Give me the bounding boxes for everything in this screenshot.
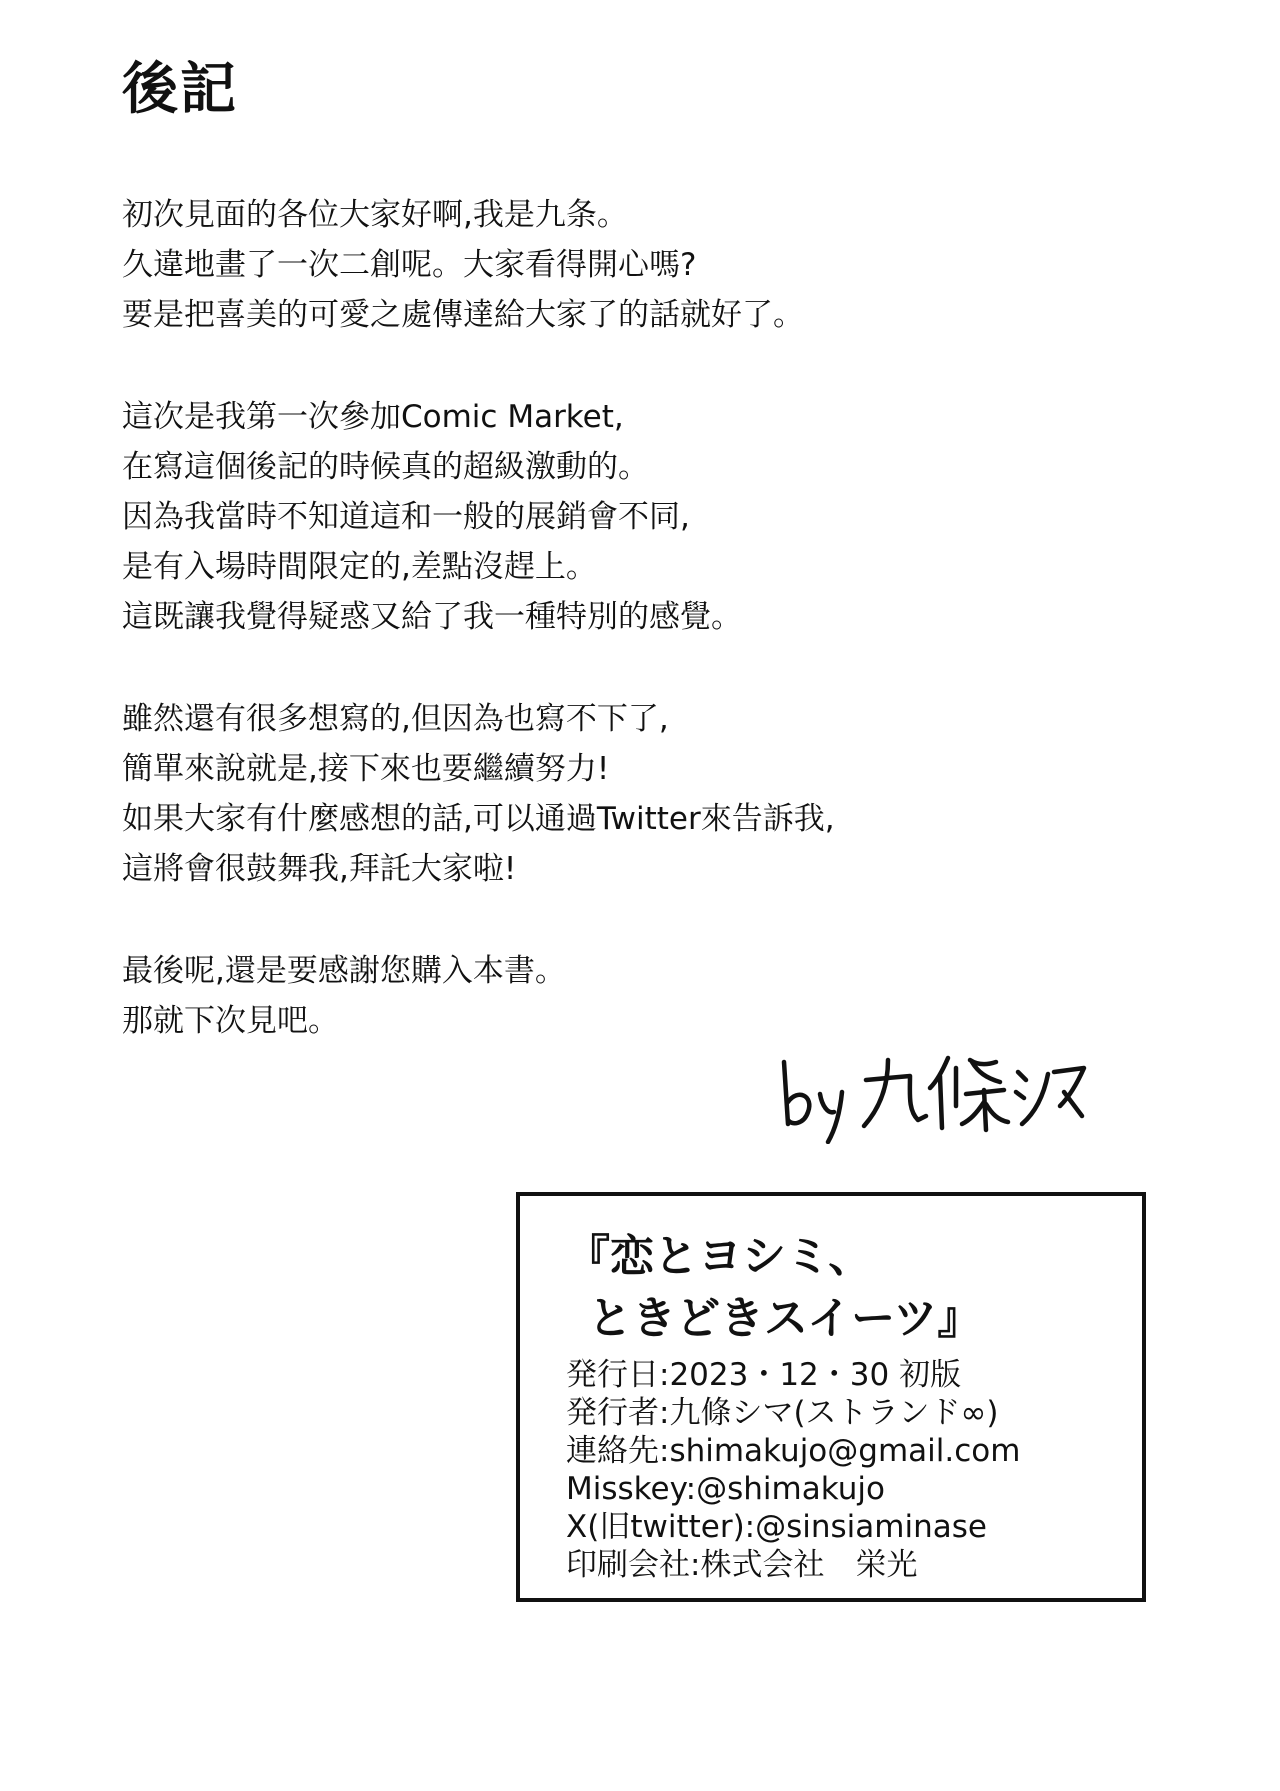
publication-date: 発行日:2023・12・30 初版 <box>566 1357 962 1393</box>
publisher: 発行者:九條シマ(ストランド∞) <box>566 1395 999 1431</box>
text-line: 最後呢,還是要感謝您購入本書。 <box>122 953 566 989</box>
colophon-box <box>516 1192 1146 1602</box>
text-line: 因為我當時不知道這和一般的展銷會不同, <box>122 499 690 535</box>
x-twitter-handle: X(旧twitter):@sinsiaminase <box>566 1509 987 1545</box>
book-title-line-2: ときどきスイーツ』 <box>588 1293 982 1344</box>
page-title: 後記 <box>122 57 238 122</box>
text-line: 如果大家有什麼感想的話,可以通過Twitter來告訴我, <box>122 801 835 837</box>
book-title-line-1: 『恋とヨシミ、 <box>566 1231 873 1282</box>
text-line: 在寫這個後記的時候真的超級激動的。 <box>122 449 649 485</box>
text-line: 這將會很鼓舞我,拜託大家啦! <box>122 851 517 887</box>
text-line: 這次是我第一次參加Comic Market, <box>122 399 624 435</box>
text-line: 那就下次見吧。 <box>122 1003 339 1039</box>
text-line: 簡單來說就是,接下來也要繼續努力! <box>122 751 610 787</box>
paragraph-comic-market <box>122 392 1022 642</box>
text-line: 是有入場時間限定的,差點沒趕上。 <box>122 549 597 585</box>
paragraph-greeting <box>122 190 1022 340</box>
contact-email: 連絡先:shimakujo@gmail.com <box>566 1433 1021 1469</box>
text-line: 久違地畫了一次二創呢。大家看得開心嗎? <box>122 247 697 283</box>
afterword-body <box>122 190 1022 1098</box>
paragraph-closing <box>122 946 1022 1046</box>
text-line: 雖然還有很多想寫的,但因為也寫不下了, <box>122 701 669 737</box>
handwritten-signature <box>770 1032 1090 1144</box>
printing-company: 印刷会社:株式会社 栄光 <box>566 1547 918 1583</box>
text-line: 初次見面的各位大家好啊,我是九条。 <box>122 197 628 233</box>
text-line: 要是把喜美的可愛之處傳達給大家了的話就好了。 <box>122 297 804 333</box>
misskey-handle: Misskey:@shimakujo <box>566 1471 885 1507</box>
paragraph-feedback <box>122 694 1022 894</box>
text-line: 這既讓我覺得疑惑又給了我一種特別的感覺。 <box>122 599 742 635</box>
